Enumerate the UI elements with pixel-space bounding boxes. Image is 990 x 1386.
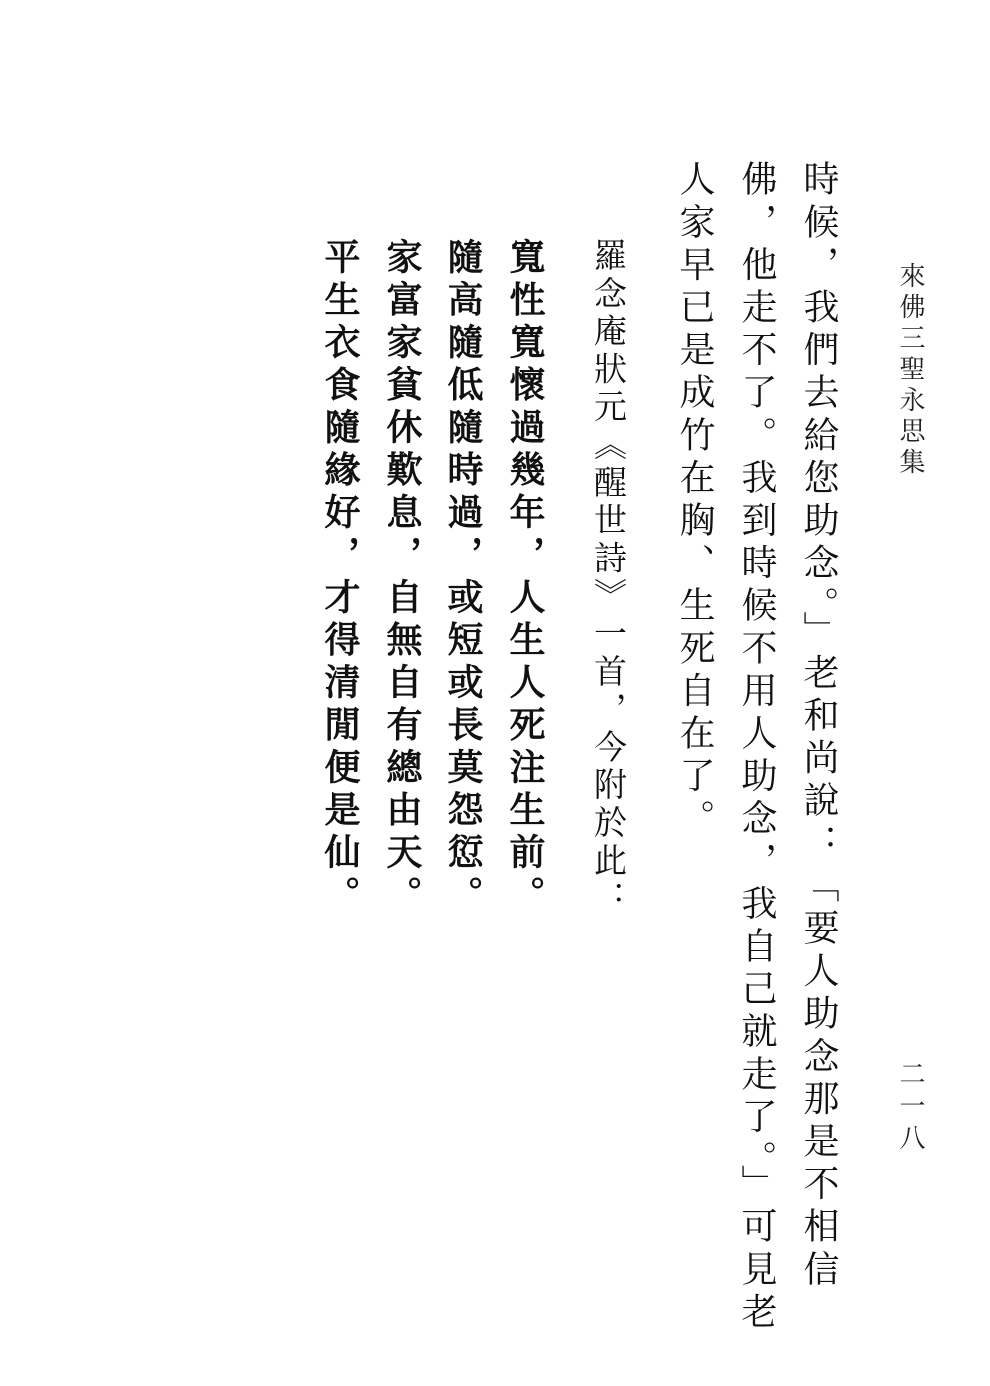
poem-introduction: 羅念庵狀元《醒世詩》一首，今附於此： [589, 238, 628, 919]
running-header-title: 來佛三聖永思集 [895, 262, 925, 479]
poem-line: 隨高隨低隨時過，或短或長莫怨愆。 [442, 238, 483, 918]
poem-line: 家富家貧休歎息，自無自有總由天。 [381, 238, 422, 918]
body-line: 佛，他走不了。我到時候不用人助念，我自己就走了。」可見老 [736, 160, 777, 1335]
poem-line: 平生衣食隨緣好，才得清閒便是仙。 [319, 238, 360, 918]
body-line: 人家早已是成竹在胸、生死自在了。 [674, 160, 715, 842]
page-number: 二一八 [895, 1060, 925, 1156]
body-line: 時候，我們去給您助念。」老和尚說：「要人助念那是不相信 [798, 160, 839, 1293]
poem-line: 寬性寬懷過幾年，人生人死注生前。 [504, 238, 545, 918]
